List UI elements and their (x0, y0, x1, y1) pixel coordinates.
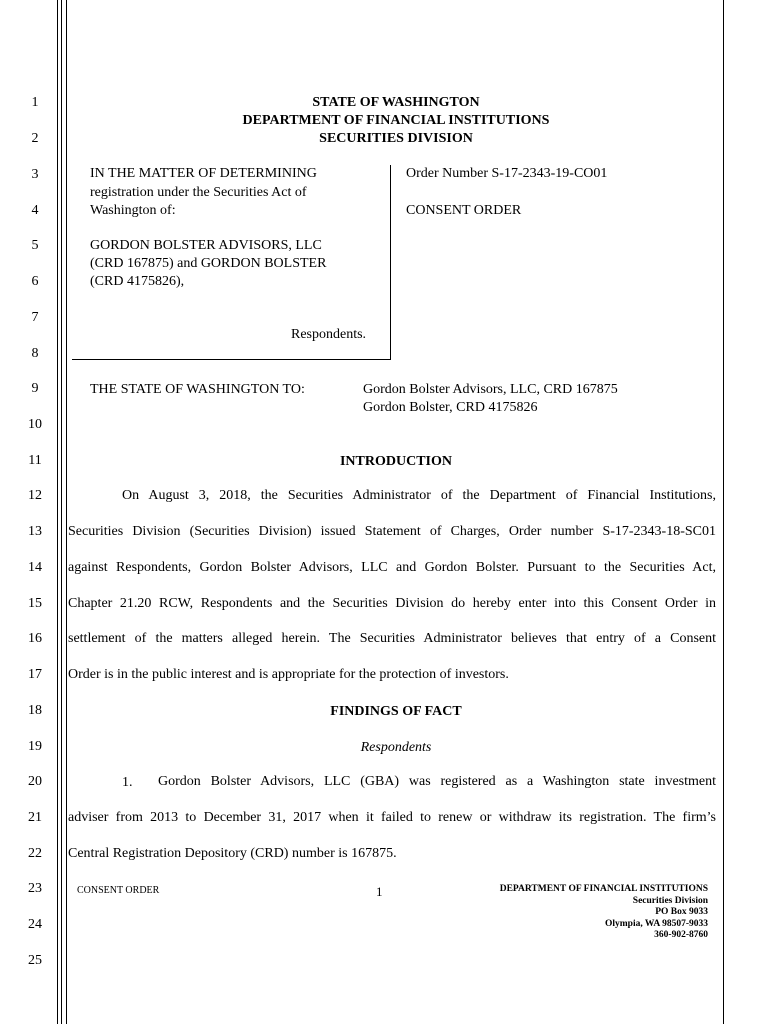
footer-agency: DEPARTMENT OF FINANCIAL INSTITUTIONS (499, 884, 708, 894)
line-number: 1 (31, 95, 39, 110)
caption-matter-line3: Washington of: (90, 203, 176, 218)
footer-city: Olympia, WA 98507-9033 (604, 918, 708, 929)
margin-rule (61, 0, 62, 1024)
findings-subheading: Respondents (360, 740, 432, 755)
line-number: 7 (31, 310, 39, 325)
header-division: SECURITIES DIVISION (319, 131, 473, 146)
line-number: 20 (28, 774, 42, 789)
footer-phone: 360-902-8760 (654, 930, 708, 940)
line-number: 18 (28, 703, 42, 718)
line-number: 13 (28, 524, 42, 539)
line-number: 23 (28, 881, 42, 896)
addressee-label: THE STATE OF WASHINGTON TO: (90, 382, 305, 397)
margin-rule-right (723, 0, 724, 1024)
caption-matter-line1: IN THE MATTER OF DETERMINING (90, 166, 317, 181)
caption-divider-horizontal (72, 359, 391, 360)
introduction-line: Chapter 21.20 RCW, Respondents and the Securities Division do hereby enter into this Consent Order in (68, 596, 716, 611)
line-number: 22 (28, 846, 42, 861)
line-number: 25 (28, 953, 42, 968)
header-department: DEPARTMENT OF FINANCIAL INSTITUTIONS (242, 113, 550, 128)
order-number: Order Number S-17-2343-19-CO01 (406, 166, 608, 181)
caption-respondents: Respondents. (291, 327, 367, 342)
line-number: 12 (28, 488, 42, 503)
line-number: 21 (28, 810, 42, 825)
introduction-line: On August 3, 2018, the Securities Administrator of the Department of Financial Institutions, (122, 488, 716, 503)
margin-rule (66, 0, 67, 1024)
introduction-line: Order is in the public interest and is appropriate for the protection of investors. (68, 667, 509, 682)
introduction-line: Securities Division (Securities Division) issued Statement of Charges, Order number S-17-2343-18-SC01 (68, 524, 716, 539)
line-number: 9 (31, 381, 39, 396)
line-number: 10 (28, 417, 42, 432)
paragraph-number: 1. (122, 775, 133, 790)
footer-pobox: PO Box 9033 (655, 907, 708, 917)
caption-party-line3: (CRD 4175826), (90, 274, 185, 289)
header-state: STATE OF WASHINGTON (312, 95, 480, 110)
footer-division: Securities Division (632, 895, 708, 906)
line-number: 15 (28, 596, 42, 611)
line-number: 5 (31, 238, 39, 253)
introduction-heading: INTRODUCTION (339, 454, 452, 469)
addressee-line2: Gordon Bolster, CRD 4175826 (363, 400, 538, 415)
introduction-line: against Respondents, Gordon Bolster Advisors, LLC and Gordon Bolster. Pursuant to the Securities Act, (68, 560, 716, 575)
caption-divider-vertical (390, 165, 391, 360)
caption-party-line2: (CRD 167875) and GORDON BOLSTER (90, 256, 327, 271)
footer-page-number: 1 (376, 884, 383, 899)
line-number: 2 (31, 131, 39, 146)
line-number: 24 (28, 917, 42, 932)
findings-line: adviser from 2013 to December 31, 2017 when it failed to renew or withdraw its registration. The firm’s (68, 810, 716, 825)
line-number: 19 (28, 739, 42, 754)
line-number: 14 (28, 560, 42, 575)
line-number: 6 (31, 274, 39, 289)
findings-heading: FINDINGS OF FACT (330, 704, 462, 719)
order-title: CONSENT ORDER (406, 203, 522, 218)
margin-rule (57, 0, 58, 1024)
line-number: 4 (31, 203, 39, 218)
caption-matter-line2: registration under the Securities Act of (90, 185, 307, 200)
line-number: 11 (28, 453, 42, 468)
line-number: 16 (28, 631, 42, 646)
caption-party-line1: GORDON BOLSTER ADVISORS, LLC (90, 238, 322, 253)
addressee-line1: Gordon Bolster Advisors, LLC, CRD 167875 (363, 382, 618, 397)
findings-line: Central Registration Depository (CRD) number is 167875. (68, 846, 397, 861)
findings-line: Gordon Bolster Advisors, LLC (GBA) was registered as a Washington state investment (158, 774, 716, 789)
line-number: 3 (31, 167, 39, 182)
line-number: 17 (28, 667, 42, 682)
footer-agency-block (430, 884, 708, 942)
line-number: 8 (31, 346, 39, 361)
introduction-line: settlement of the matters alleged herein. The Securities Administrator believes that entry of a Consent (68, 631, 716, 646)
footer-document-title: CONSENT ORDER (77, 885, 160, 896)
